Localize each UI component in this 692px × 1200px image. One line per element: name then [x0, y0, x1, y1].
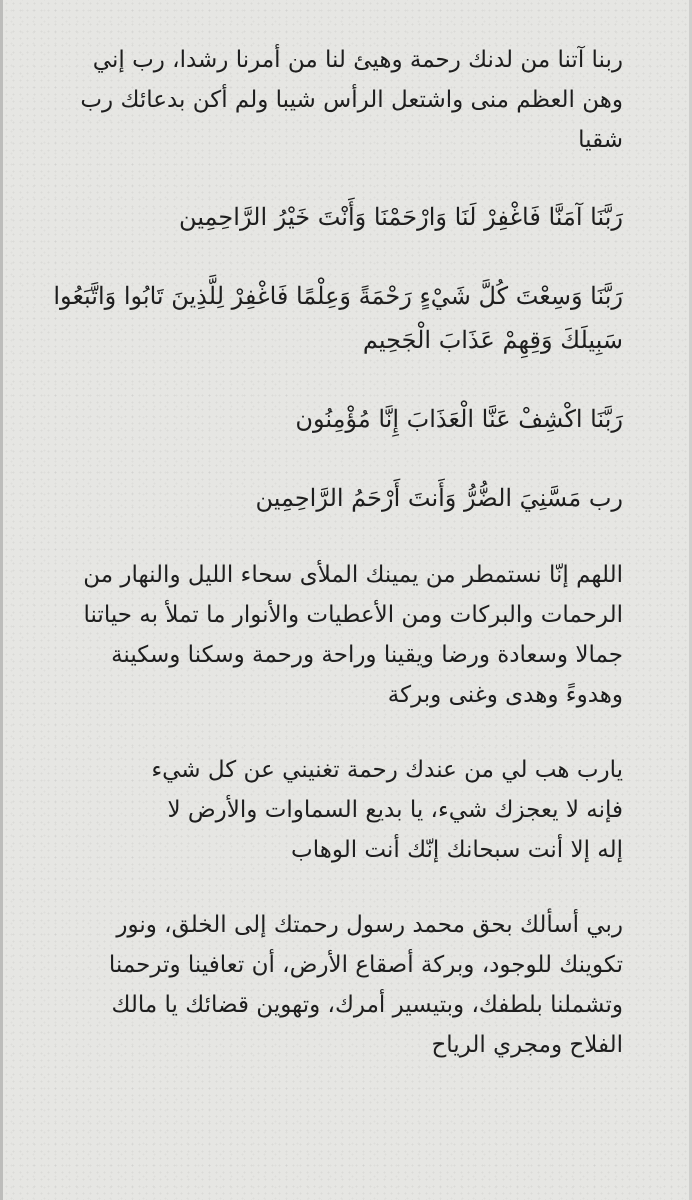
paragraph [61, 905, 623, 1065]
text-line: وتشملنا بلطفك، وبتيسير أمرك، وتهوين قضائك يا مالك [111, 992, 623, 1018]
text-line: يارب هب لي من عندك رحمة تغنيني عن كل شيء [151, 757, 623, 783]
paragraph [61, 40, 623, 160]
paragraph [61, 195, 623, 239]
text-line: رَبَّنَا وَسِعْتَ كُلَّ شَيْءٍ رَحْمَةً وَعِلْمًا فَاغْفِرْ لِلَّذِينَ تَابُوا وَاتَّبَعُوا [53, 282, 623, 310]
paragraph [61, 750, 623, 870]
text-line: شقيا [578, 127, 623, 153]
text-line: جمالا وسعادة ورضا ويقينا وراحة ورحمة وسكنا وسكينة [111, 642, 623, 668]
text-line: الفلاح ومجري الرياح [431, 1032, 623, 1058]
paragraph [61, 397, 623, 441]
text-line: اللهم إنّا نستمطر من يمينك الملأى سحاء الليل والنهار من [83, 562, 623, 588]
text-line: تكوينك للوجود، وبركة أصقاع الأرض، أن تعافينا وترحمنا [108, 952, 623, 978]
text-line: رَبَّنَا آمَنَّا فَاغْفِرْ لَنَا وَارْحَمْنَا وَأَنْتَ خَيْرُ الرَّاحِمِين [179, 203, 623, 231]
text-line: سَبِيلَكَ وَقِهِمْ عَذَابَ الْجَحِيم [362, 326, 623, 354]
text-line: فإنه لا يعجزك شيء، يا بديع السماوات والأرض لا [167, 797, 623, 823]
prayer-text [53, 40, 623, 1100]
paragraph [61, 476, 623, 520]
text-line: وهدوءً وهدى وغنى وبركة [387, 682, 623, 708]
text-line: رَبَّنَا اكْشِفْ عَنَّا الْعَذَابَ إِنَّا مُؤْمِنُون [295, 405, 623, 433]
text-line: إله إلا أنت سبحانك إنّك أنت الوهاب [291, 837, 623, 863]
text-line: الرحمات والبركات ومن الأعطيات والأنوار ما تملأ به حياتنا [83, 602, 623, 628]
paragraph [53, 274, 623, 362]
paragraph [61, 555, 623, 715]
text-line: رب مَسَّنِيَ الضُّرُّ وَأَنتَ أَرْحَمُ الرَّاحِمِين [255, 484, 623, 512]
text-line: ربنا آتنا من لدنك رحمة وهيئ لنا من أمرنا رشدا، رب إني [92, 47, 623, 73]
text-line: ربي أسألك بحق محمد رسول رحمتك إلى الخلق، ونور [116, 912, 623, 938]
text-line: وهن العظم منى واشتعل الرأس شيبا ولم أكن بدعائك رب [80, 87, 623, 113]
